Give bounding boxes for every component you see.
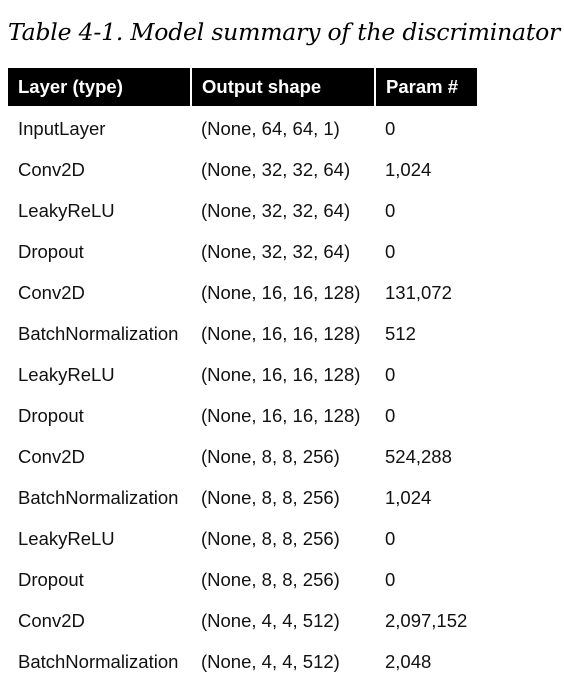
table-row xyxy=(8,272,477,313)
output-shape-cell: (None, 16, 16, 128) xyxy=(201,404,361,426)
table-row xyxy=(8,106,477,149)
param-count-cell: 0 xyxy=(385,199,396,221)
table-row xyxy=(8,395,477,436)
param-count-cell: 512 xyxy=(385,322,416,344)
layer-type-cell: Conv2D xyxy=(18,609,85,631)
layer-type-cell: Conv2D xyxy=(18,445,85,467)
param-count-cell: 0 xyxy=(385,404,396,426)
layer-type-cell: LeakyReLU xyxy=(18,363,115,385)
output-shape-cell: (None, 32, 32, 64) xyxy=(201,240,351,262)
param-count-cell: 131,072 xyxy=(385,281,452,303)
table-row xyxy=(8,477,477,518)
model-summary-table xyxy=(8,68,477,682)
output-shape-cell: (None, 8, 8, 256) xyxy=(201,486,340,508)
param-count-cell: 1,024 xyxy=(385,158,432,180)
output-shape-cell: (None, 16, 16, 128) xyxy=(201,281,361,303)
table-caption: Table 4-1. Model summary of the discriminator xyxy=(8,18,561,46)
output-shape-cell: (None, 32, 32, 64) xyxy=(201,158,351,180)
table-row xyxy=(8,641,477,682)
param-count-cell: 1,024 xyxy=(385,486,432,508)
layer-type-cell: BatchNormalization xyxy=(18,486,179,508)
param-count-cell: 2,097,152 xyxy=(385,609,468,631)
output-shape-cell: (None, 8, 8, 256) xyxy=(201,527,340,549)
table-body xyxy=(8,106,477,682)
output-shape-cell: (None, 16, 16, 128) xyxy=(201,322,361,344)
param-count-cell: 0 xyxy=(385,117,396,139)
table-row xyxy=(8,313,477,354)
header-row xyxy=(8,68,477,106)
layer-type-cell: BatchNormalization xyxy=(18,322,179,344)
output-shape-cell: (None, 64, 64, 1) xyxy=(201,117,340,139)
layer-type-cell: InputLayer xyxy=(18,117,106,139)
header-layer-type: Layer (type) xyxy=(8,68,191,106)
table-row xyxy=(8,354,477,395)
layer-type-cell: Dropout xyxy=(18,568,84,590)
param-count-cell: 0 xyxy=(385,527,396,549)
param-count-cell: 2,048 xyxy=(385,650,432,672)
layer-type-cell: BatchNormalization xyxy=(18,650,179,672)
header-param-count: Param # xyxy=(375,68,477,106)
param-count-cell: 524,288 xyxy=(385,445,452,467)
layer-type-cell: Conv2D xyxy=(18,158,85,180)
output-shape-cell: (None, 32, 32, 64) xyxy=(201,199,351,221)
param-count-cell: 0 xyxy=(385,363,396,385)
table-row xyxy=(8,231,477,272)
output-shape-cell: (None, 16, 16, 128) xyxy=(201,363,361,385)
layer-type-cell: Dropout xyxy=(18,240,84,262)
layer-type-cell: Dropout xyxy=(18,404,84,426)
table-row xyxy=(8,149,477,190)
output-shape-cell: (None, 8, 8, 256) xyxy=(201,568,340,590)
header-output-shape: Output shape xyxy=(191,68,375,106)
param-count-cell: 0 xyxy=(385,568,396,590)
param-count-cell: 0 xyxy=(385,240,396,262)
output-shape-cell: (None, 4, 4, 512) xyxy=(201,650,340,672)
table-header xyxy=(8,68,477,106)
table-row xyxy=(8,518,477,559)
table-row xyxy=(8,190,477,231)
layer-type-cell: LeakyReLU xyxy=(18,527,115,549)
output-shape-cell: (None, 4, 4, 512) xyxy=(201,609,340,631)
layer-type-cell: Conv2D xyxy=(18,281,85,303)
table-row xyxy=(8,559,477,600)
layer-type-cell: LeakyReLU xyxy=(18,199,115,221)
table-row xyxy=(8,436,477,477)
table-row xyxy=(8,600,477,641)
output-shape-cell: (None, 8, 8, 256) xyxy=(201,445,340,467)
